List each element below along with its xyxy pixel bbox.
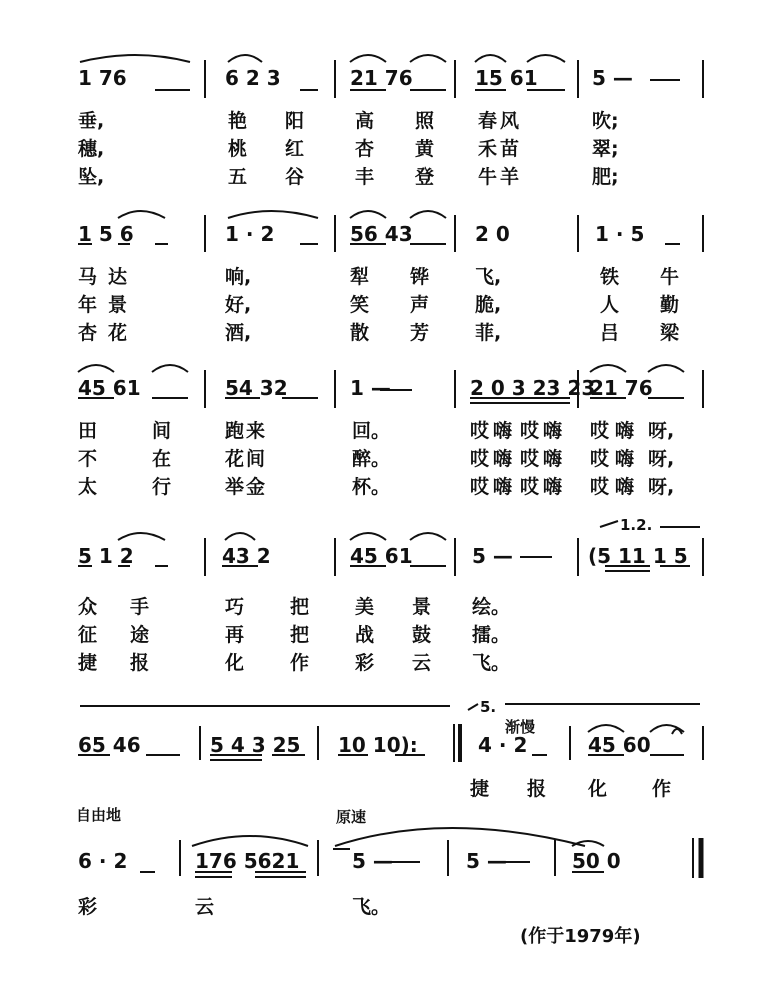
lyric: 铁 (600, 266, 620, 288)
lyric: 再 (225, 624, 245, 646)
lyric: 金 (246, 476, 266, 498)
note-group: 56 43 (350, 222, 413, 246)
note-group: 5 — (592, 66, 633, 90)
lyric: 嗨 (615, 476, 635, 498)
slur (80, 55, 190, 62)
lyric: 来 (246, 420, 266, 442)
note-group: 54 32 (225, 376, 288, 400)
note-group: 10 10): (338, 733, 418, 757)
lyric: 鼓 (412, 624, 432, 646)
note-group: 6 2 3 (225, 66, 281, 90)
lyric: 艳 (228, 110, 248, 132)
note-group: 5 1 2 (78, 544, 134, 568)
note-group: 5 — (472, 544, 513, 568)
lyric: 年 (78, 294, 98, 316)
note-group: 1 76 (78, 66, 127, 90)
slur (572, 841, 604, 846)
lyric: 脆, (475, 294, 502, 316)
lyric: 间 (246, 448, 266, 470)
lyric: 举 (225, 476, 245, 498)
slur (228, 211, 318, 218)
composition-date: (作于1979年) (520, 926, 641, 947)
lyric: 丰 (355, 166, 375, 188)
note-group: 1 — (350, 376, 391, 400)
lyric: 景 (108, 294, 128, 316)
note-group: 2 0 3 23 23 (470, 376, 596, 400)
lyric: 马 (78, 266, 98, 288)
tempo-mark: 自由地 (76, 806, 122, 824)
lyric: 哎 (520, 476, 540, 498)
lyric: 飞。 (352, 896, 391, 918)
lyric: 桃 (228, 138, 248, 160)
lyric: 红 (285, 138, 305, 160)
lyric: 花 (225, 448, 245, 470)
lyric: 化 (225, 652, 245, 674)
slur (410, 55, 446, 62)
lyric: 杏 (355, 138, 375, 160)
lyric: 手 (130, 596, 150, 618)
lyric: 垂, (78, 110, 105, 132)
lyric: 嗨 (543, 448, 563, 470)
lyric: 跑 (225, 420, 245, 442)
lyric: 梁 (660, 322, 680, 344)
lyric: 响, (225, 266, 252, 288)
slur (225, 533, 255, 540)
lyric: 众 (78, 596, 98, 618)
lyric: 征 (78, 624, 98, 646)
lyric: 照 (415, 110, 435, 132)
lyric: 太 (78, 476, 98, 498)
lyric: 捷 (78, 652, 98, 674)
lyric: 哎 (470, 420, 490, 442)
slur (118, 211, 165, 218)
lyric: 肥; (592, 166, 619, 188)
lyric: 报 (130, 652, 150, 674)
note-group: 50 0 (572, 849, 621, 873)
lyric: 苗 (500, 138, 520, 160)
lyric: 美 (355, 596, 375, 618)
lyric: 高 (355, 110, 375, 132)
note-group: 43 2 (222, 544, 271, 568)
lyric: 哎 (470, 476, 490, 498)
lyric: 行 (152, 476, 172, 498)
lyric: 嗨 (615, 448, 635, 470)
note-group: 21 76 (590, 376, 653, 400)
note-group: 65 46 (78, 733, 141, 757)
note-group: 45 60 (588, 733, 651, 757)
lyric: 芳 (410, 322, 430, 344)
lyric: 声 (410, 294, 430, 316)
slur (350, 55, 386, 62)
lyric: 捷 (470, 778, 490, 800)
lyric: 黄 (415, 138, 435, 160)
lyric: 犁 (350, 266, 370, 288)
note-group: 6 · 2 (78, 849, 128, 873)
lyric: 擂。 (472, 624, 511, 646)
lyric: 杏 (78, 322, 98, 344)
lyric: 花 (108, 322, 128, 344)
lyric: 彩 (78, 896, 98, 918)
note-group: 5 — (466, 849, 507, 873)
lyric: 菲, (475, 322, 502, 344)
lyric: 笑 (350, 294, 370, 316)
lyric: 吹; (592, 110, 619, 132)
lyric: 人 (600, 294, 620, 316)
lyric: 嗨 (493, 420, 513, 442)
lyric: 谷 (285, 166, 305, 188)
slur (410, 211, 446, 218)
lyric: 云 (195, 896, 215, 918)
slur (350, 533, 386, 540)
lyric: 哎 (470, 448, 490, 470)
volta-line (600, 521, 618, 527)
lyric: 云 (412, 652, 432, 674)
note-group: 1 · 5 (595, 222, 645, 246)
slur (648, 365, 684, 372)
slur (118, 533, 165, 540)
lyric: 达 (108, 266, 128, 288)
note-group: 15 61 (475, 66, 538, 90)
slur (527, 55, 565, 62)
lyric: 报 (527, 778, 547, 800)
lyric: 绘。 (472, 596, 511, 618)
note-group: 2 0 (475, 222, 510, 246)
lyric: 杯。 (352, 476, 391, 498)
tempo-mark: 渐慢 (505, 718, 536, 736)
lyric: 战 (355, 624, 375, 646)
lyric: 哎 (590, 476, 610, 498)
volta-line (468, 704, 478, 710)
slur (78, 365, 114, 372)
lyric: 在 (152, 448, 172, 470)
lyric: 巧 (225, 596, 245, 618)
note-group: 1 · 2 (225, 222, 275, 246)
slur (475, 55, 506, 62)
lyric: 哎 (590, 448, 610, 470)
lyric: 翠; (592, 138, 619, 160)
lyric: 呀, (648, 420, 675, 442)
lyric: 把 (290, 596, 310, 618)
lyric: 把 (290, 624, 310, 646)
tempo-mark: 原速 (336, 808, 367, 826)
lyric: 醉。 (352, 448, 391, 470)
lyric: 哎 (590, 420, 610, 442)
lyric: 田 (78, 420, 98, 442)
lyric: 回。 (352, 420, 391, 442)
lyric: 飞, (475, 266, 502, 288)
slur (590, 365, 626, 372)
slur (192, 836, 308, 846)
lyric: 好, (225, 294, 252, 316)
lyric: 化 (588, 778, 608, 800)
lyric: 酒, (225, 322, 252, 344)
lyric: 呀, (648, 448, 675, 470)
lyric: 吕 (600, 322, 620, 344)
note-group: 176 5621 (195, 849, 300, 873)
lyric: 牛 (478, 166, 498, 188)
lyric: 嗨 (493, 476, 513, 498)
lyric: 途 (130, 624, 150, 646)
lyric: 勤 (660, 294, 680, 316)
lyric: 牛 (660, 266, 680, 288)
lyric: 穗, (78, 138, 105, 160)
lyric: 坠, (78, 166, 105, 188)
volta-label: 5. (480, 698, 497, 716)
lyric: 呀, (648, 476, 675, 498)
slur (152, 365, 188, 372)
lyric: 铧 (410, 266, 430, 288)
lyric: 羊 (500, 166, 520, 188)
note-group: (5 11 1 5 (588, 544, 688, 568)
lyric: 哎 (520, 420, 540, 442)
lyric: 阳 (285, 110, 305, 132)
lyric: 间 (152, 420, 172, 442)
volta-label: 1.2. (620, 516, 653, 534)
lyric: 景 (412, 596, 432, 618)
lyric: 嗨 (615, 420, 635, 442)
lyric: 禾 (478, 138, 498, 160)
lyric: 作 (652, 778, 672, 800)
note-group: 5 4 3 25 (210, 733, 301, 757)
slur (410, 533, 446, 540)
lyric: 嗨 (543, 476, 563, 498)
lyric: 嗨 (543, 420, 563, 442)
lyric: 登 (415, 166, 435, 188)
lyric: 哎 (520, 448, 540, 470)
lyric: 嗨 (493, 448, 513, 470)
lyric: 彩 (355, 652, 375, 674)
slur (335, 828, 585, 846)
note-group: 45 61 (78, 376, 141, 400)
lyric: 飞。 (472, 652, 511, 674)
slur (350, 211, 386, 218)
lyric: 春 (478, 110, 498, 132)
note-group: 1 5 6 (78, 222, 134, 246)
lyric: 不 (78, 448, 98, 470)
lyric: 风 (500, 110, 520, 132)
lyric: 散 (350, 322, 370, 344)
lyric: 五 (228, 166, 248, 188)
note-group: 4 · 2 (478, 733, 528, 757)
note-group: 21 76 (350, 66, 413, 90)
slur (588, 725, 624, 732)
slur (228, 55, 262, 62)
note-group: 5 — (352, 849, 393, 873)
note-group: 45 61 (350, 544, 413, 568)
lyric: 作 (290, 652, 310, 674)
